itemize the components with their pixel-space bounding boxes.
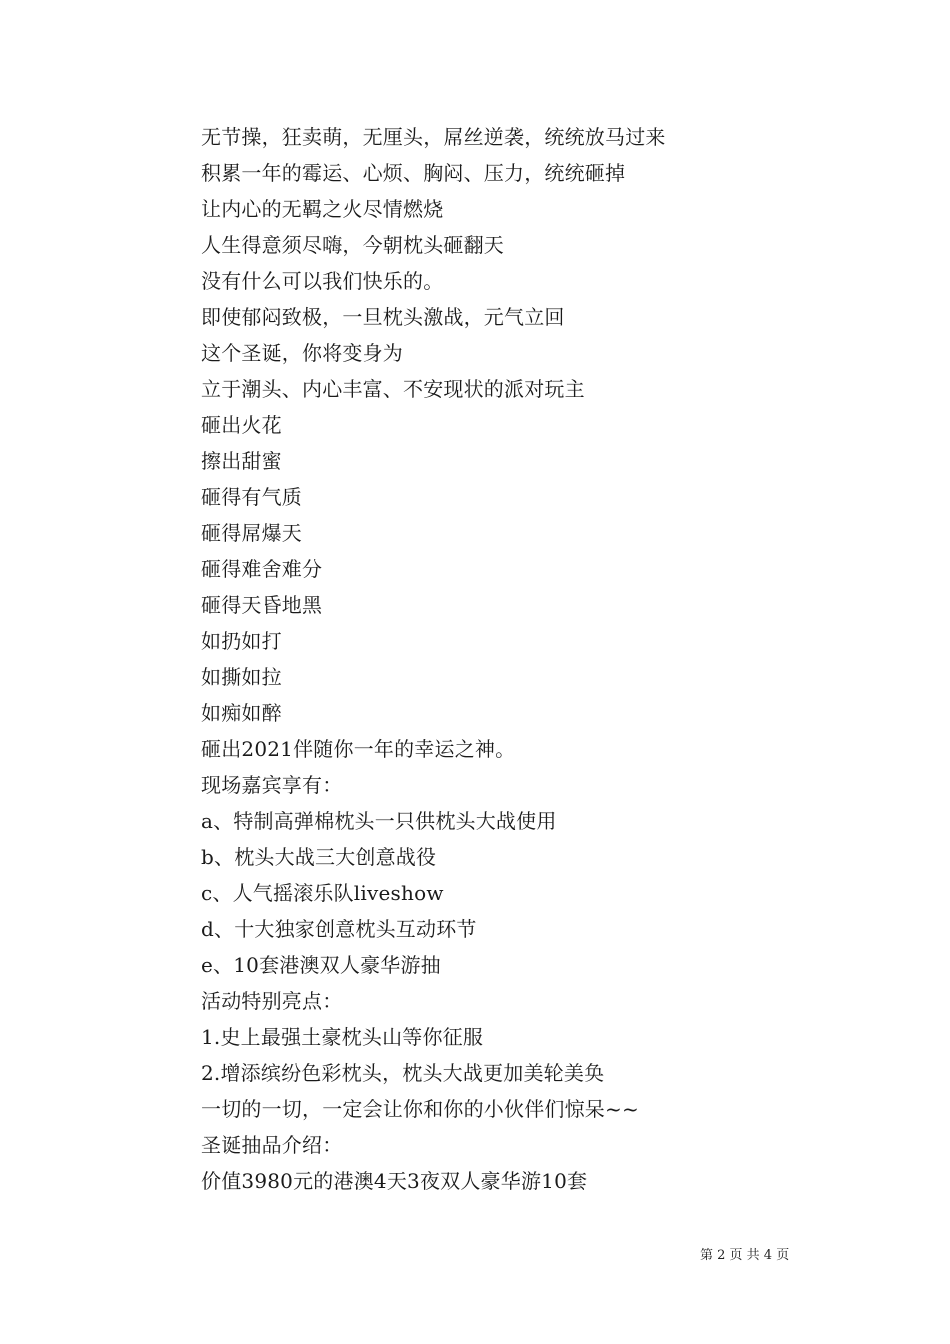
list-item: a、特制高弹棉枕头一只供枕头大战使用 [201, 809, 557, 833]
text-line: 无节操，狂卖萌，无厘头，屌丝逆袭，统统放马过来 [201, 125, 666, 149]
text-line: 即使郁闷致极，一旦枕头激战，元气立回 [201, 305, 565, 329]
section-heading: 现场嘉宾享有： [201, 773, 343, 797]
text-line: 擦出甜蜜 [201, 449, 282, 473]
text-line: 砸出2021伴随你一年的幸运之神。 [201, 737, 516, 761]
text-line: 一切的一切，一定会让你和你的小伙伴们惊呆~~ [201, 1097, 639, 1121]
text-line: 积累一年的霉运、心烦、胸闷、压力，统统砸掉 [201, 161, 626, 185]
list-item: d、十大独家创意枕头互动环节 [201, 917, 477, 941]
text-line: 让内心的无羁之火尽情燃烧 [201, 197, 444, 221]
text-line: 没有什么可以我们快乐的。 [201, 269, 444, 293]
text-line: 人生得意须尽嗨，今朝枕头砸翻天 [201, 233, 504, 257]
text-line: 砸得难舍难分 [201, 557, 323, 581]
section-heading: 圣诞抽品介绍： [201, 1133, 343, 1157]
list-item: b、枕头大战三大创意战役 [201, 845, 437, 869]
list-item: c、人气摇滚乐队liveshow [201, 881, 444, 905]
section-heading: 活动特别亮点： [201, 989, 343, 1013]
document-body [201, 119, 841, 1199]
text-line: 这个圣诞，你将变身为 [201, 341, 403, 365]
text-line: 砸得天昏地黑 [201, 593, 323, 617]
text-line: 如痴如醉 [201, 701, 282, 725]
list-item: e、10套港澳双人豪华游抽 [201, 953, 441, 977]
text-line: 如撕如拉 [201, 665, 282, 689]
list-item: 1.史上最强土豪枕头山等你征服 [201, 1025, 484, 1049]
text-line: 砸出火花 [201, 413, 282, 437]
list-item: 2.增添缤纷色彩枕头，枕头大战更加美轮美奂 [201, 1061, 605, 1085]
text-line: 砸得有气质 [201, 485, 302, 509]
page-number-footer: 第 2 页 共 4 页 [700, 1248, 790, 1263]
text-line: 价值3980元的港澳4天3夜双人豪华游10套 [201, 1169, 588, 1193]
text-line: 砸得屌爆天 [201, 521, 302, 545]
text-line: 如扔如打 [201, 629, 282, 653]
text-line: 立于潮头、内心丰富、不安现状的派对玩主 [201, 377, 585, 401]
